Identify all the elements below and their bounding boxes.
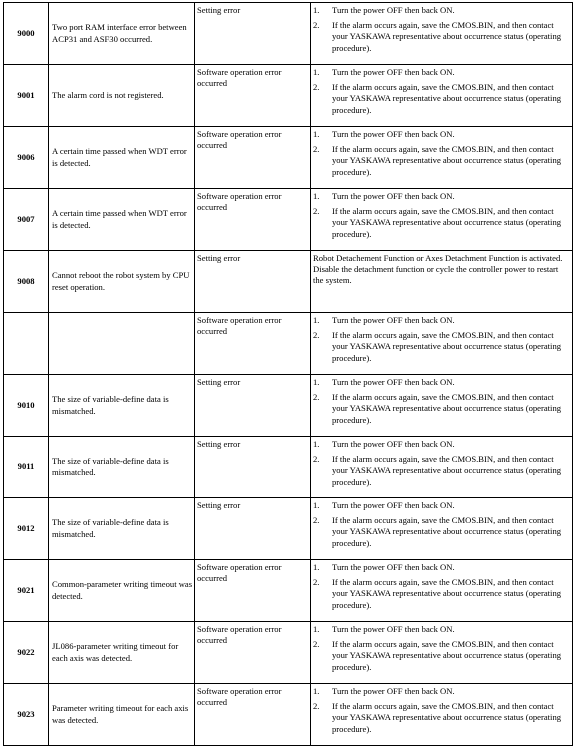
remedy-steps bbox=[313, 562, 570, 611]
table-row bbox=[4, 65, 573, 127]
table-row bbox=[4, 684, 573, 746]
table-row bbox=[4, 560, 573, 622]
remedy-step bbox=[313, 82, 570, 116]
alarm-name-cell bbox=[49, 622, 195, 684]
cause-text: Software operation error occurred bbox=[197, 562, 282, 584]
cause-cell bbox=[195, 65, 311, 127]
remedy-steps bbox=[313, 129, 570, 178]
remedy-step bbox=[313, 330, 570, 364]
step-number: 1. bbox=[313, 439, 320, 449]
step-text: Turn the power OFF then back ON. bbox=[332, 377, 455, 387]
alarm-name: The size of variable-define data is mismatched. bbox=[52, 517, 169, 539]
step-text: Turn the power OFF then back ON. bbox=[332, 315, 455, 325]
step-text: Turn the power OFF then back ON. bbox=[332, 624, 455, 634]
step-text: If the alarm occurs again, save the CMOS.BIN, and then contact your YASKAWA representative about occurrence status (operating procedure). bbox=[332, 82, 562, 115]
remedy-step bbox=[313, 500, 570, 511]
remedy-step bbox=[313, 454, 570, 488]
alarm-code-cell bbox=[4, 498, 49, 560]
step-text: Turn the power OFF then back ON. bbox=[332, 686, 455, 696]
table-row bbox=[4, 375, 573, 437]
alarm-name: Two port RAM interface error between ACP31 and ASF30 occurred. bbox=[52, 22, 187, 44]
step-number: 2. bbox=[313, 144, 320, 155]
step-number: 2. bbox=[313, 639, 320, 650]
step-text: Turn the power OFF then back ON. bbox=[332, 191, 455, 201]
table-row bbox=[4, 313, 573, 375]
remedy-step bbox=[313, 515, 570, 549]
remedy-steps bbox=[313, 377, 570, 426]
cause-text: Setting error bbox=[197, 253, 241, 263]
alarm-name-cell bbox=[49, 189, 195, 251]
remedy-cell bbox=[311, 65, 573, 127]
step-text: If the alarm occurs again, save the CMOS.BIN, and then contact your YASKAWA representative about occurrence status (operating procedure). bbox=[332, 206, 562, 239]
remedy-step bbox=[313, 439, 570, 450]
step-number: 2. bbox=[313, 20, 320, 31]
table-row bbox=[4, 3, 573, 65]
remedy-paragraph: Robot Detachement Function or Axes Detachment Function is activated. bbox=[313, 253, 563, 263]
step-number: 2. bbox=[313, 454, 320, 465]
step-number: 1. bbox=[313, 315, 320, 325]
remedy-step bbox=[313, 562, 570, 573]
alarm-code-cell bbox=[4, 560, 49, 622]
cause-text: Software operation error occurred bbox=[197, 686, 282, 708]
alarm-name: The size of variable-define data is mismatched. bbox=[52, 394, 169, 416]
alarm-code: 9010 bbox=[17, 399, 35, 410]
remedy-steps bbox=[313, 315, 570, 364]
remedy-step bbox=[313, 206, 570, 240]
alarm-code-cell bbox=[4, 375, 49, 437]
remedy-cell bbox=[311, 313, 573, 375]
alarm-name-cell bbox=[49, 251, 195, 313]
alarm-code-cell bbox=[4, 684, 49, 746]
step-number: 1. bbox=[313, 686, 320, 696]
alarm-code: 9023 bbox=[17, 708, 35, 719]
alarm-name-cell bbox=[49, 3, 195, 65]
remedy-steps bbox=[313, 5, 570, 54]
table-row bbox=[4, 622, 573, 684]
alarm-code: 9012 bbox=[17, 522, 35, 533]
alarm-code: 9008 bbox=[17, 275, 35, 286]
cause-text: Software operation error occurred bbox=[197, 315, 282, 337]
cause-text: Software operation error occurred bbox=[197, 191, 282, 213]
step-number: 2. bbox=[313, 82, 320, 93]
step-number: 2. bbox=[313, 701, 320, 712]
cause-cell bbox=[195, 622, 311, 684]
cause-text: Setting error bbox=[197, 439, 241, 449]
cause-cell bbox=[195, 560, 311, 622]
remedy-cell bbox=[311, 622, 573, 684]
remedy-steps bbox=[313, 624, 570, 673]
step-text: Turn the power OFF then back ON. bbox=[332, 5, 455, 15]
alarm-code-cell bbox=[4, 313, 49, 375]
alarm-code: 9000 bbox=[17, 27, 35, 38]
step-text: Turn the power OFF then back ON. bbox=[332, 439, 455, 449]
table-row bbox=[4, 251, 573, 313]
remedy-step bbox=[313, 67, 570, 78]
remedy-cell bbox=[311, 498, 573, 560]
step-text: Turn the power OFF then back ON. bbox=[332, 500, 455, 510]
step-number: 2. bbox=[313, 392, 320, 403]
step-text: If the alarm occurs again, save the CMOS.BIN, and then contact your YASKAWA representative about occurrence status (operating procedure). bbox=[332, 20, 562, 53]
remedy-step bbox=[313, 5, 570, 16]
alarm-name-cell bbox=[49, 437, 195, 498]
step-number: 1. bbox=[313, 562, 320, 572]
alarm-table-body bbox=[4, 3, 573, 746]
alarm-name-cell bbox=[49, 127, 195, 189]
cause-cell bbox=[195, 3, 311, 65]
alarm-name-cell bbox=[49, 375, 195, 437]
alarm-name: Cannot reboot the robot system by CPU reset operation. bbox=[52, 270, 190, 292]
remedy-step bbox=[313, 191, 570, 202]
cause-cell bbox=[195, 684, 311, 746]
step-number: 2. bbox=[313, 515, 320, 526]
remedy-cell bbox=[311, 189, 573, 251]
step-number: 1. bbox=[313, 500, 320, 510]
cause-cell bbox=[195, 313, 311, 375]
remedy-step bbox=[313, 624, 570, 635]
cause-text: Setting error bbox=[197, 5, 241, 15]
alarm-name: The alarm cord is not registered. bbox=[52, 89, 164, 100]
alarm-code-cell bbox=[4, 3, 49, 65]
remedy-steps bbox=[313, 439, 570, 488]
alarm-code-cell bbox=[4, 189, 49, 251]
remedy-cell bbox=[311, 3, 573, 65]
alarm-code-cell bbox=[4, 622, 49, 684]
alarm-code: 9007 bbox=[17, 213, 35, 224]
alarm-name-cell bbox=[49, 498, 195, 560]
alarm-code-cell bbox=[4, 437, 49, 498]
cause-cell bbox=[195, 251, 311, 313]
remedy-step bbox=[313, 392, 570, 426]
step-number: 1. bbox=[313, 67, 320, 77]
remedy-steps bbox=[313, 67, 570, 116]
alarm-name: JL086-parameter writing timeout for each axis was detected. bbox=[52, 641, 179, 663]
alarm-name: A certain time passed when WDT error is detected. bbox=[52, 146, 187, 168]
remedy-step bbox=[313, 639, 570, 673]
remedy-step bbox=[313, 577, 570, 611]
step-text: Turn the power OFF then back ON. bbox=[332, 67, 455, 77]
remedy-steps bbox=[313, 686, 570, 735]
cause-cell bbox=[195, 189, 311, 251]
alarm-name-cell bbox=[49, 684, 195, 746]
alarm-code: 9022 bbox=[17, 646, 35, 657]
alarm-name: The size of variable-define data is mismatched. bbox=[52, 455, 169, 477]
remedy-steps bbox=[313, 191, 570, 240]
alarm-name-cell bbox=[49, 560, 195, 622]
step-text: Turn the power OFF then back ON. bbox=[332, 562, 455, 572]
step-number: 1. bbox=[313, 5, 320, 15]
remedy-step bbox=[313, 20, 570, 54]
alarm-name: A certain time passed when WDT error is detected. bbox=[52, 208, 187, 230]
step-text: If the alarm occurs again, save the CMOS.BIN, and then contact your YASKAWA representative about occurrence status (operating procedure). bbox=[332, 577, 562, 610]
step-number: 2. bbox=[313, 577, 320, 588]
step-text: If the alarm occurs again, save the CMOS.BIN, and then contact your YASKAWA representative about occurrence status (operating procedure). bbox=[332, 515, 562, 548]
remedy-step bbox=[313, 315, 570, 326]
cause-text: Software operation error occurred bbox=[197, 624, 282, 646]
cause-cell bbox=[195, 127, 311, 189]
remedy-step bbox=[313, 701, 570, 735]
step-text: If the alarm occurs again, save the CMOS.BIN, and then contact your YASKAWA representative about occurrence status (operating procedure). bbox=[332, 454, 562, 487]
cause-text: Software operation error occurred bbox=[197, 129, 282, 151]
step-text: Turn the power OFF then back ON. bbox=[332, 129, 455, 139]
remedy-cell bbox=[311, 560, 573, 622]
alarm-name: Common-parameter writing timeout was detected. bbox=[52, 579, 193, 601]
remedy-cell bbox=[311, 684, 573, 746]
remedy-step bbox=[313, 144, 570, 178]
step-number: 1. bbox=[313, 624, 320, 634]
step-text: If the alarm occurs again, save the CMOS.BIN, and then contact your YASKAWA representative about occurrence status (operating procedure). bbox=[332, 330, 562, 363]
remedy-cell bbox=[311, 251, 573, 313]
remedy-cell bbox=[311, 127, 573, 189]
step-number: 1. bbox=[313, 191, 320, 201]
remedy-steps bbox=[313, 500, 570, 549]
cause-text: Software operation error occurred bbox=[197, 67, 282, 89]
alarm-code: 9006 bbox=[17, 151, 35, 162]
step-text: If the alarm occurs again, save the CMOS.BIN, and then contact your YASKAWA representative about occurrence status (operating procedure). bbox=[332, 144, 562, 177]
remedy-paragraph: Disable the detachment function or cycle the controller power to restart the system. bbox=[313, 264, 559, 286]
alarm-code: 9021 bbox=[17, 584, 35, 595]
alarm-name: Parameter writing timeout for each axis was detected. bbox=[52, 703, 189, 725]
step-number: 1. bbox=[313, 129, 320, 139]
step-number: 2. bbox=[313, 206, 320, 217]
remedy-step bbox=[313, 377, 570, 388]
table-row bbox=[4, 498, 573, 560]
alarm-code: 9001 bbox=[17, 89, 35, 100]
remedy-cell bbox=[311, 437, 573, 498]
step-text: If the alarm occurs again, save the CMOS.BIN, and then contact your YASKAWA representative about occurrence status (operating procedure). bbox=[332, 639, 562, 672]
step-text: If the alarm occurs again, save the CMOS.BIN, and then contact your YASKAWA representative about occurrence status (operating procedure). bbox=[332, 392, 562, 425]
remedy-step bbox=[313, 686, 570, 697]
cause-cell bbox=[195, 437, 311, 498]
alarm-table bbox=[3, 2, 573, 746]
cause-cell bbox=[195, 498, 311, 560]
remedy-cell bbox=[311, 375, 573, 437]
step-number: 1. bbox=[313, 377, 320, 387]
cause-cell bbox=[195, 375, 311, 437]
alarm-code-cell bbox=[4, 127, 49, 189]
table-row bbox=[4, 437, 573, 498]
alarm-name-cell bbox=[49, 65, 195, 127]
step-number: 2. bbox=[313, 330, 320, 341]
table-row bbox=[4, 127, 573, 189]
remedy-step bbox=[313, 129, 570, 140]
cause-text: Setting error bbox=[197, 500, 241, 510]
step-text: If the alarm occurs again, save the CMOS.BIN, and then contact your YASKAWA representative about occurrence status (operating procedure). bbox=[332, 701, 562, 734]
alarm-code-cell bbox=[4, 251, 49, 313]
alarm-name-cell bbox=[49, 313, 195, 375]
alarm-code-cell bbox=[4, 65, 49, 127]
cause-text: Setting error bbox=[197, 377, 241, 387]
alarm-code: 9011 bbox=[17, 461, 35, 472]
table-row bbox=[4, 189, 573, 251]
